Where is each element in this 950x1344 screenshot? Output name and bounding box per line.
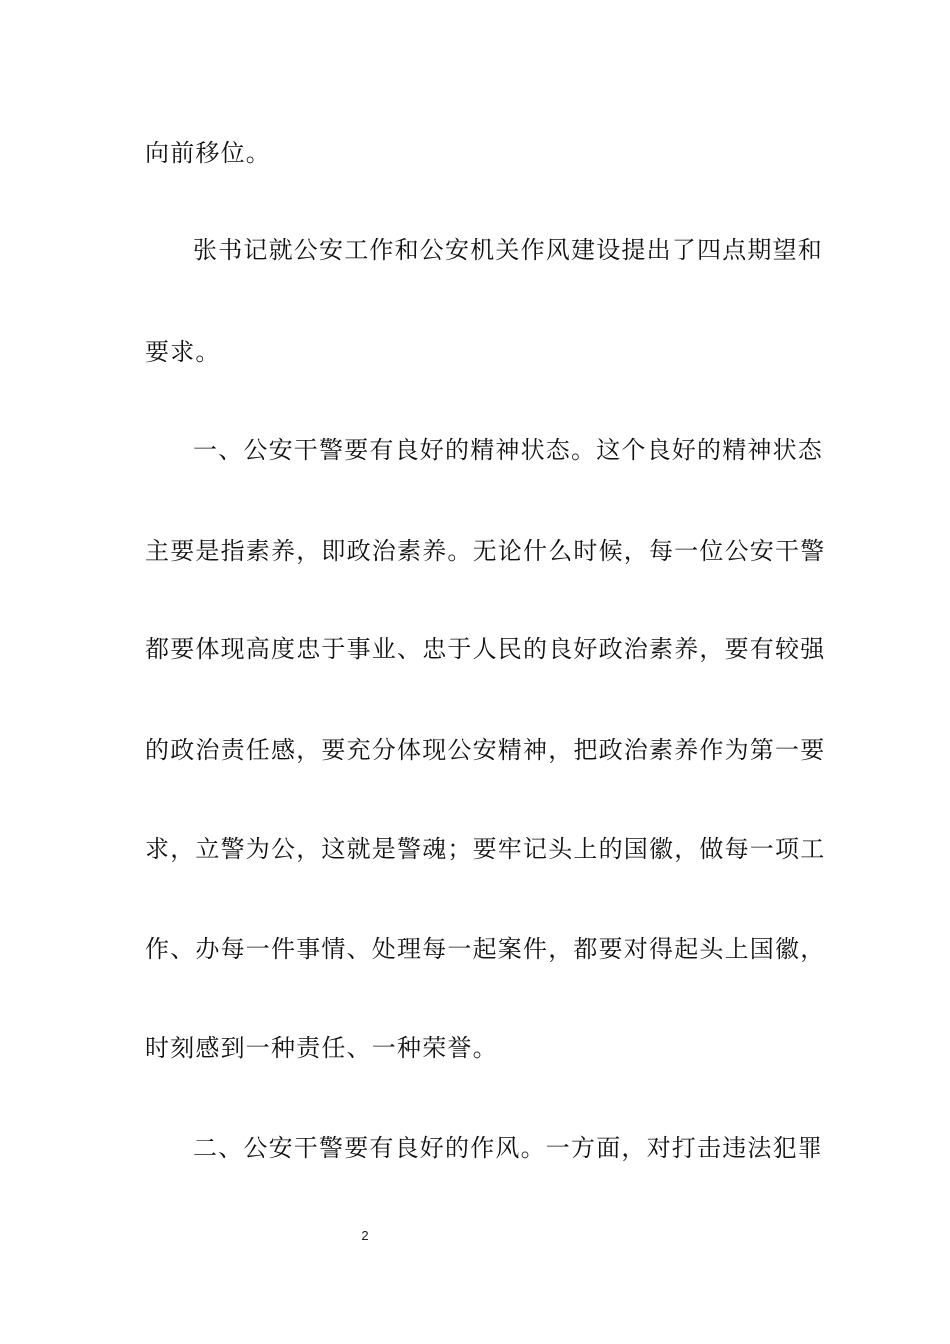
text-line: 都要体现高度忠于事业、忠于人民的良好政治素养，要有较强 [145,635,826,663]
page-number: 2 [361,1228,369,1243]
paragraph-first-line: 张书记就公安工作和公安机关作风建设提出了四点期望和 [193,236,823,264]
paragraph-first-line: 一、公安干警要有良好的精神状态。这个良好的精神状态 [193,436,823,464]
text-line: 的政治责任感，要充分体现公安精神，把政治素养作为第一要 [145,736,826,764]
text-line: 向前移位。 [145,139,271,167]
text-line: 时刻感到一种责任、一种荣誉。 [145,1034,498,1062]
text-line: 主要是指素养，即政治素养。无论什么时候，每一位公安干警 [145,537,826,565]
paragraph-first-line: 二、公安干警要有良好的作风。一方面，对打击违法犯罪 [193,1134,823,1162]
text-line: 作、办每一件事情、处理每一起案件，都要对得起头上国徽， [145,935,826,963]
text-line: 要求。 [145,338,221,366]
text-line: 求，立警为公，这就是警魂；要牢记头上的国徽，做每一项工 [145,835,826,863]
